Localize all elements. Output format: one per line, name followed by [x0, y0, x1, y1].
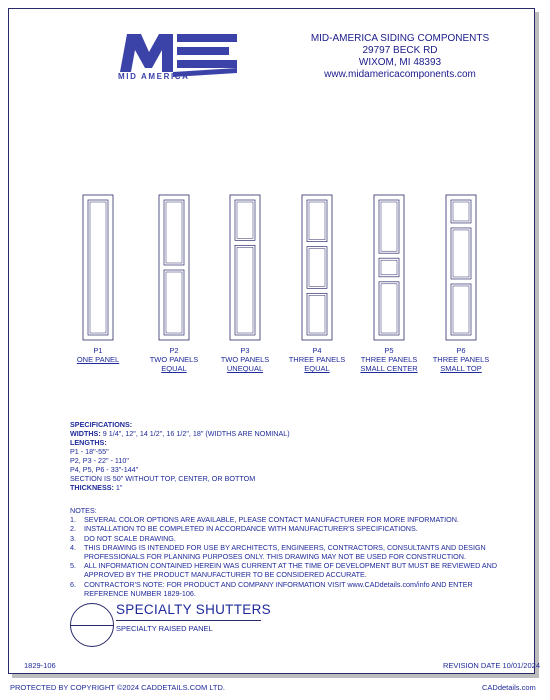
website-link[interactable]: www.midamericacomponents.com [324, 69, 476, 80]
note-item [70, 580, 500, 598]
shutter-description: ONE PANEL [76, 355, 120, 364]
raised-panel-field [90, 202, 106, 333]
sheet-shadow-bottom [12, 674, 539, 678]
shutter-p6 [446, 195, 476, 340]
raised-panel [451, 228, 471, 279]
drawing-title: SPECIALTY SHUTTERS [116, 602, 271, 617]
shutter-p2 [159, 195, 189, 340]
city-state-zip: WIXOM, MI 48393 [358, 57, 442, 68]
section-note: SECTION IS 50" WITHOUT TOP, CENTER, OR BOTTOM [70, 474, 256, 483]
shutter-frame [374, 195, 404, 340]
shutter-frame [302, 195, 332, 340]
raised-panel [235, 200, 255, 240]
title-underline [116, 620, 261, 621]
shutter-frame [159, 195, 189, 340]
raised-panel [451, 284, 471, 335]
raised-panel [379, 258, 399, 277]
document-number: 1829-106 [24, 661, 56, 670]
note-number: 6. [70, 579, 76, 589]
lengths-label: LENGTHS: [70, 438, 107, 447]
raised-panel [451, 200, 471, 223]
raised-panel [307, 200, 327, 242]
note-text: DO NOT SCALE DRAWING. [84, 533, 176, 543]
note-item [70, 524, 500, 533]
raised-panel [379, 200, 399, 253]
note-text: INSTALLATION TO BE COMPLETED IN ACCORDANCE WITH MANUFACTURER'S SPECIFICATIONS. [84, 524, 418, 534]
note-item [70, 534, 500, 543]
specifications [70, 420, 500, 492]
shutter-description-detail: SMALL TOP [440, 364, 482, 373]
note-item [70, 543, 500, 561]
raised-panel-field [453, 230, 469, 277]
shutter-label-p1 [63, 346, 133, 364]
raised-panel-field [381, 202, 397, 251]
shutter-code: P1 [93, 346, 103, 355]
raised-panel-field [166, 272, 182, 333]
raised-panel-field [309, 202, 325, 240]
company-address [300, 33, 500, 81]
shutter-elevations [0, 190, 550, 350]
raised-panel-field [237, 247, 253, 333]
revision-date: REVISION DATE 10/01/2024 [443, 661, 540, 670]
caddetails-link[interactable]: CADdetails.com [482, 683, 536, 692]
note-text: THIS DRAWING IS INTENDED FOR USE BY ARCHITECTS, ENGINEERS, CONTRACTORS, CONSULTANTS AND DESIGN PROFESSIONALS FOR PLANNING PURPOSES ONLY. THIS DRAWING MAY NOT BE USED FOR CONSTRUCTION. [84, 542, 486, 562]
shutter-code: P6 [456, 346, 466, 355]
shutter-frame [83, 195, 113, 340]
raised-panel-field [166, 202, 182, 263]
shutter-description: THREE PANELS [360, 355, 418, 364]
raised-panel-field [237, 202, 253, 238]
raised-panel [164, 270, 184, 335]
drawing-subtitle: SPECIALTY RAISED PANEL [116, 624, 213, 633]
company-name: MID-AMERICA SIDING COMPONENTS [310, 33, 490, 44]
spec-heading: SPECIFICATIONS: [70, 420, 133, 429]
note-item [70, 561, 500, 579]
shutter-description-detail: EQUAL [304, 364, 330, 373]
raised-panel [379, 282, 399, 335]
note-number: 5. [70, 561, 76, 571]
note-number: 2. [70, 524, 76, 534]
street-address: 29797 BECK RD [362, 45, 438, 56]
raised-panel [164, 200, 184, 265]
shutter-frame [446, 195, 476, 340]
note-number: 3. [70, 533, 76, 543]
thickness-value: 1" [113, 483, 123, 492]
note-number: 4. [70, 542, 76, 552]
shutter-description: TWO PANELS [149, 355, 199, 364]
shutter-p1 [83, 195, 113, 340]
shutter-label-p6 [426, 346, 496, 373]
shutter-label-p2 [139, 346, 209, 373]
shutter-code: P4 [312, 346, 322, 355]
shutter-label-p5 [354, 346, 424, 373]
note-text: ALL INFORMATION CONTAINED HEREIN WAS CURRENT AT THE TIME OF DEVELOPMENT BUT MUST BE REVIEWED AND APPROVED BY THE PRODUCT MANUFACTURER TO BE CONSIDERED ACCURATE. [84, 561, 498, 580]
notes-heading: NOTES: [70, 506, 97, 515]
copyright-notice: PROTECTED BY COPYRIGHT ©2024 CADDETAILS.COM LTD. [10, 683, 226, 692]
shutter-description-detail: UNEQUAL [226, 364, 264, 373]
shutter-p3 [230, 195, 260, 340]
raised-panel [307, 247, 327, 289]
shutter-code: P5 [384, 346, 394, 355]
shutter-description: THREE PANELS [288, 355, 346, 364]
logo-brand-text: MID AMERICA [118, 72, 190, 81]
thickness-label: THICKNESS: [70, 483, 114, 492]
title-bubble-divider [70, 625, 114, 626]
raised-panel-field [309, 249, 325, 287]
raised-panel-field [453, 286, 469, 333]
widths-value: 9 1/4", 12", 14 1/2", 16 1/2", 18" (WIDTHS ARE NOMINAL) [100, 429, 290, 438]
raised-panel [235, 245, 255, 335]
shutter-code: P3 [240, 346, 250, 355]
raised-panel [88, 200, 108, 335]
shutter-code: P2 [169, 346, 179, 355]
shutter-p4 [302, 195, 332, 340]
raised-panel-field [381, 260, 397, 275]
length-p4-p6: P4, P5, P6 - 33"-144" [70, 465, 139, 474]
shutter-label-p3 [210, 346, 280, 373]
raised-panel-field [381, 284, 397, 333]
note-text: CONTRACTOR'S NOTE: FOR PRODUCT AND COMPANY INFORMATION VISIT www.CADdetails.com/info AND ENTER REFERENCE NUMBER 1829-106. [84, 579, 473, 598]
shutter-description: THREE PANELS [432, 355, 490, 364]
shutter-p5 [374, 195, 404, 340]
raised-panel [307, 293, 327, 335]
length-p2-p3: P2, P3 - 22" - 110" [70, 456, 129, 465]
shutter-label-p4 [282, 346, 352, 373]
shutter-description: TWO PANELS [220, 355, 270, 364]
notes [70, 506, 500, 598]
raised-panel-field [453, 202, 469, 221]
note-number: 1. [70, 515, 76, 525]
raised-panel-field [309, 295, 325, 333]
length-p1: P1 - 18"-55" [70, 447, 109, 456]
widths-label: WIDTHS: [70, 429, 101, 438]
shutter-description-detail: EQUAL [161, 364, 187, 373]
shutter-frame [230, 195, 260, 340]
shutter-description-detail: SMALL CENTER [360, 364, 418, 373]
note-text: SEVERAL COLOR OPTIONS ARE AVAILABLE, PLEASE CONTACT MANUFACTURER FOR MORE INFORMATION. [84, 515, 459, 525]
mid-america-logo-icon [115, 30, 245, 90]
note-item [70, 515, 500, 524]
